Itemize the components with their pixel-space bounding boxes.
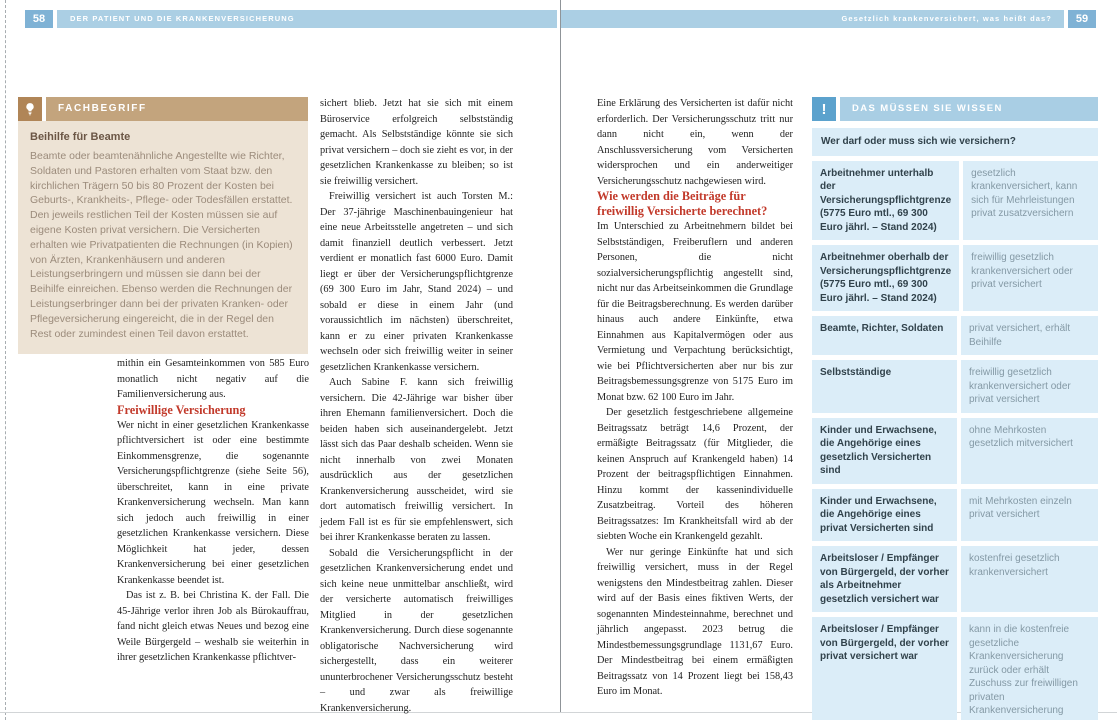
- text-column-3: [597, 96, 793, 700]
- table-cell-group: Arbeitsloser / Empfänger von Bürgergeld, der vorher als Arbeitnehmer gesetzlich versichert war: [812, 546, 957, 612]
- page-gutter-line: [560, 0, 561, 713]
- wissen-header: [812, 97, 1098, 121]
- table-cell-group: Beamte, Richter, Soldaten: [812, 316, 957, 355]
- table-cell-status: ohne Mehrkosten gesetzlich mitversichert: [961, 418, 1098, 484]
- page-number-right: 59: [1068, 10, 1096, 28]
- lamp-icon: [18, 97, 42, 121]
- fachbegriff-body: [18, 121, 308, 354]
- fachbegriff-text: Beamte oder beamtenähnliche Angestellte wie Richter, Soldaten und Pastoren erhalten vom Staat bzw. den kirchlichen Trägern 50 bis 80 Prozent der Kosten bei Geburts-, Krankheits-, Pflege- oder Todesfällen erstattet. Den jeweils restlichen Teil der Kosten müssen sie auf eigene Kosten privat versichern. Die Versicherten erhalten wie Privatpatienten die Rechnungen (in Kopien) von Ärzten, Krankenhäusern und anderen Leistungserbringern und müssen sie dann bei der Beihilfe einreichen. Ebenso werden die Rechnungen der Leistungserbringer dann bei der privaten Kranken- oder Pflegeversicherung eingereicht, die in der Regel den Rest oder zumindest einen Teil davon erstattet.: [30, 150, 293, 340]
- table-cell-group: Kinder und Erwachsene, die Angehörige eines gesetzlich Versicherten sind: [812, 418, 957, 484]
- left-trim-dashed-line: [5, 0, 6, 720]
- table-row: [812, 316, 1098, 355]
- paragraph: Sobald die Versicherungspflicht in der gesetzlichen Krankenversicherung endet und sich keine neue unmittelbar anschließt, wird der versicherte automatisch freiwilliges Mitglied in der gesetzlichen Krankenversicherung. Durch diese sogenannte obligatorische Nachversicherung wird sichergestellt, dass ein weiterer ununterbrochener Versicherungsschutz besteht – und zwar als freiwillige Krankenversicherung.: [320, 547, 513, 714]
- paragraph: Wer nur geringe Einkünfte hat und sich freiwillig versichert, muss in der Regel wenigstens den Mindestbeitrag zahlen. Dieser wird auf der Basis eines fiktiven Werts, der sogenannten Mindesteinnahme, berechnet und jährlich angepasst. 2023 betrug die Mindestbemessungsgrundlage 1131,67 Euro. Der Mindestbeitrag bei einem ermäßigten Beitragssatz von 14 Prozent liegt bei 158,43 Euro im Monat.: [597, 546, 793, 697]
- paragraph: Eine Erklärung des Versicherten ist dafür nicht erforderlich. Der Versicherungsschutz tritt nur dann nicht ein, wenn der Anschlussversicherung vom Versicherten widersprochen und ein anderweitiger Versicherungsschutz nachgewiesen wird.: [597, 98, 793, 187]
- exclamation-icon: !: [812, 97, 836, 121]
- table-row: [812, 161, 1098, 241]
- text-column-1: [117, 356, 309, 666]
- paragraph: Freiwillig versichert ist auch Torsten M.: Der 37-jährige Maschinenbauingenieur hat eine neue Arbeitsstelle angetreten – und sich damit finanziell deutlich verbessert. Jetzt verdient er monatlich fast 6000 Euro. Damit liegt er über der Versicherungspflichtgrenze (69 300 Euro im Jahr, Stand 2024) – und sobald er diese in einem Jahr (und voraussichtlich im nächsten) überschreitet, kann er zu einer privaten Krankenkasse wechseln oder sich freiwillig weiter in seiner gesetzlichen Krankenkasse versichern.: [320, 191, 513, 373]
- paragraph: Auch Sabine F. kann sich freiwillig versichern. Die 42-Jährige war bisher über ihren Ehemann familienversichert. Doch die beiden haben sich auseinandergelebt. Jetzt lässt sich das Paar deshalb scheiden. Wenn sie nicht innerhalb von zwei Monaten ausdrücklich aus der gesetzlichen Krankenversicherung ausscheidet, wird sie dort automatisch freiwillig versichert. In jedem Fall ist es für sie empfehlenswert, sich bei ihrer Krankenkasse beraten zu lassen.: [320, 377, 513, 543]
- table-row: [812, 546, 1098, 612]
- text-column-2: [320, 96, 513, 716]
- table-cell-status: privat versichert, erhält Beihilfe: [961, 316, 1098, 355]
- wissen-box: [812, 97, 1098, 720]
- table-cell-group: Arbeitsloser / Empfänger von Bürgergeld, der vorher privat versichert war: [812, 617, 957, 720]
- wissen-label: DAS MÜSSEN SIE WISSEN: [840, 97, 1098, 121]
- paragraph: Das ist z. B. bei Christina K. der Fall. Die 45-Jährige verlor ihren Job als Bürokauffrau, fand nicht gleich etwas Neues und bezog eine Weile Bürgergeld – weshalb sie weiterhin in ihrer gesetzlichen Krankenkasse pflichtver-: [117, 590, 309, 663]
- table-cell-status: freiwillig gesetzlich krankenversichert oder privat versichert: [961, 360, 1098, 413]
- paragraph: Im Unterschied zu Arbeitnehmern bildet bei Selbstständigen, Freiberuflern und anderen Personen, die nicht sozialversicherungspflichtig angestellt sind, nicht nur das Arbeitseinkommen die Grundlage für die Beitragsberechnung. Es werden darüber hinaus auch andere Einkünfte, etwa Einnahmen aus Kapitalvermögen oder aus Vermietung und Verpachtung berücksichtigt, wie bei Pflichtversicherten aber nur bis zur Beitragsbemessungsgrenze von 5175 Euro im Monat bzw. 62 100 Euro im Jahr.: [597, 221, 793, 403]
- table-row: [812, 617, 1098, 720]
- table-row: [812, 489, 1098, 542]
- paragraph: sichert blieb. Jetzt hat sie sich mit einem Büroservice erfolgreich selbstständig gemacht. Als Selbstständige könnte sie sich privat versichern – doch sie zieht es vor, in der gesetzlichen Krankenkasse zu bleiben; so ist sie freiwillig versichert.: [320, 98, 513, 187]
- table-cell-group: Selbstständige: [812, 360, 957, 413]
- section-heading-beitraege: Wie werden die Beiträge für freiwillig Versicherte berechnet?: [597, 189, 768, 218]
- table-cell-status: freiwillig gesetzlich krankenversichert oder privat versichert: [963, 245, 1098, 311]
- table-row: [812, 418, 1098, 484]
- wissen-question: Wer darf oder muss sich wie versichern?: [812, 128, 1098, 156]
- page-number-left: 58: [25, 10, 53, 28]
- table-row: [812, 360, 1098, 413]
- table-cell-status: mit Mehrkosten einzeln privat versichert: [961, 489, 1098, 542]
- table-cell-group: Kinder und Erwachsene, die Angehörige eines privat Versicherten sind: [812, 489, 957, 542]
- table-row: [812, 245, 1098, 311]
- paragraph: Der gesetzlich festgeschriebene allgemeine Beitragssatz beträgt 14,6 Prozent, der ermäßigte Beitragssatz (für Mitglieder, die keinen Anspruch auf Krankengeld haben) 14 Prozent der beitragspflichtigen Einnahmen. Hinzu kommt der kassenindividuelle Zusatzbeitrag. Vorteil des höheren Beitragssatzes: Im Krankheitsfall wird ab der siebten Woche ein Krankengeld gezahlt.: [597, 407, 793, 542]
- fachbegriff-title: Beihilfe für Beamte: [30, 131, 131, 143]
- fachbegriff-box: [18, 97, 308, 354]
- paragraph: mithin ein Gesamteinkommen von 585 Euro monatlich nicht negativ auf die Familienversicherung aus.: [117, 358, 309, 400]
- table-cell-group: Arbeitnehmer unterhalb der Versicherungspflichtgrenze (5775 Euro mtl., 69 300 Euro jährl. – Stand 2024): [812, 161, 959, 241]
- running-head-left: DER PATIENT UND DIE KRANKENVERSICHERUNG: [57, 10, 557, 28]
- running-head-right: Gesetzlich krankenversichert, was heißt das?: [561, 10, 1064, 28]
- fachbegriff-header: [18, 97, 308, 121]
- table-cell-status: kann in die kostenfreie gesetzliche Krankenversicherung zurück oder erhält Zuschuss zur freiwilligen privaten Krankenversicherung: [961, 617, 1098, 720]
- table-cell-status: gesetzlich krankenversichert, kann sich für Mehrleistungen privat zusatzversichern: [963, 161, 1098, 241]
- section-heading-freiwillige-versicherung: Freiwillige Versicherung: [117, 402, 246, 417]
- paragraph: Wer nicht in einer gesetzlichen Krankenkasse pflichtversichert ist oder eine bestimmte Einkommensgrenze, die sogenannte Versicherungspflichtgrenze (siehe Seite 56), überschreitet, kann in eine private Krankenversicherung wechseln. Man kann sich jedoch auch freiwillig in einer gesetzlichen Krankenkasse versichern. Diese Möglichkeit hat jeder, dessen Krankenversicherung bei einer gesetzlichen Krankenkasse beendet ist.: [117, 419, 309, 586]
- table-cell-status: kostenfrei gesetzlich krankenversichert: [961, 546, 1098, 612]
- table-cell-group: Arbeitnehmer oberhalb der Versicherungspflichtgrenze (5775 Euro mtl., 69 300 Euro jährl. – Stand 2024): [812, 245, 959, 311]
- fachbegriff-label: FACHBEGRIFF: [46, 97, 308, 121]
